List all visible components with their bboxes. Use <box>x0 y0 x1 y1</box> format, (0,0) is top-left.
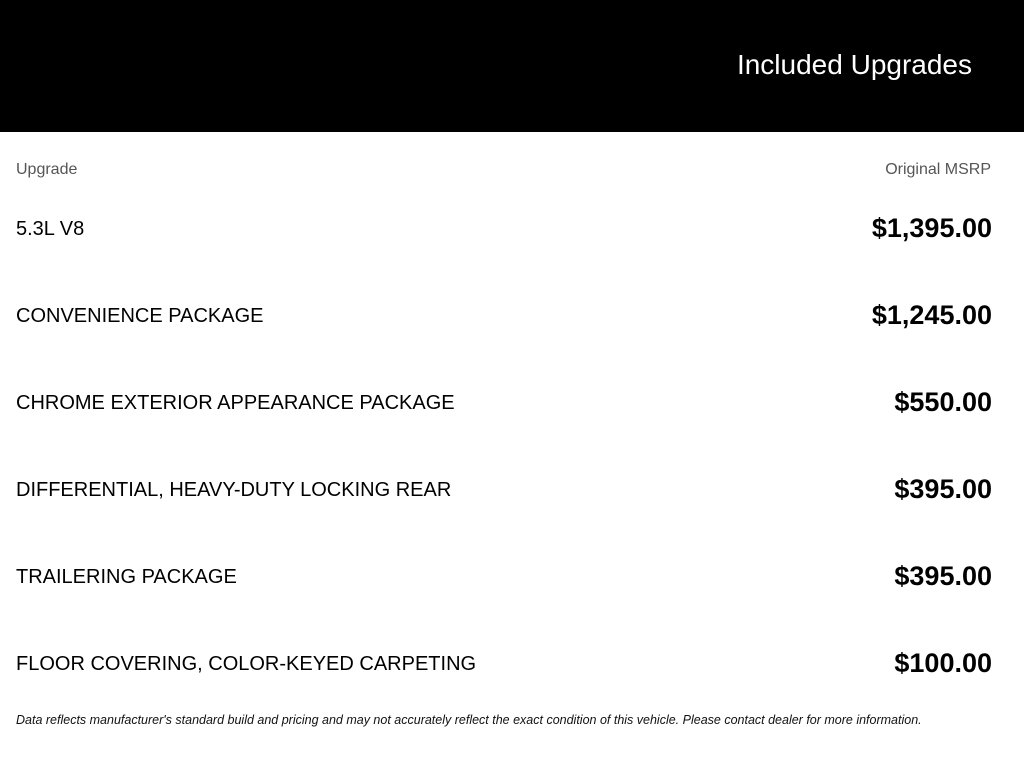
header-banner <box>0 0 1024 132</box>
upgrade-row <box>0 358 1024 445</box>
upgrade-name: DIFFERENTIAL, HEAVY-DUTY LOCKING REAR <box>16 479 452 501</box>
upgrade-name: CONVENIENCE PACKAGE <box>16 305 264 327</box>
upgrade-row <box>0 445 1024 532</box>
upgrade-price: $1,245.00 <box>871 300 992 330</box>
upgrade-row <box>0 184 1024 271</box>
upgrade-row <box>0 532 1024 619</box>
upgrade-row <box>0 619 1024 706</box>
upgrade-row <box>0 271 1024 358</box>
upgrade-name: TRAILERING PACKAGE <box>16 566 237 588</box>
upgrade-price: $395.00 <box>894 561 992 591</box>
upgrade-name: 5.3L V8 <box>16 218 85 240</box>
column-header-msrp: Original MSRP <box>885 161 991 178</box>
page-title: Included Upgrades <box>736 49 972 80</box>
upgrade-name: CHROME EXTERIOR APPEARANCE PACKAGE <box>16 392 455 414</box>
upgrades-list <box>0 184 1024 706</box>
column-header-upgrade: Upgrade <box>16 161 78 178</box>
upgrade-price: $550.00 <box>894 387 992 417</box>
disclaimer-text: Data reflects manufacturer's standard build and pricing and may not accurately reflect the exact condition of this vehicle. Please contact dealer for more information. <box>16 713 922 727</box>
upgrade-price: $1,395.00 <box>871 213 992 243</box>
upgrade-price: $395.00 <box>894 474 992 504</box>
upgrade-name: FLOOR COVERING, COLOR-KEYED CARPETING <box>16 653 477 675</box>
upgrade-price: $100.00 <box>894 648 992 678</box>
